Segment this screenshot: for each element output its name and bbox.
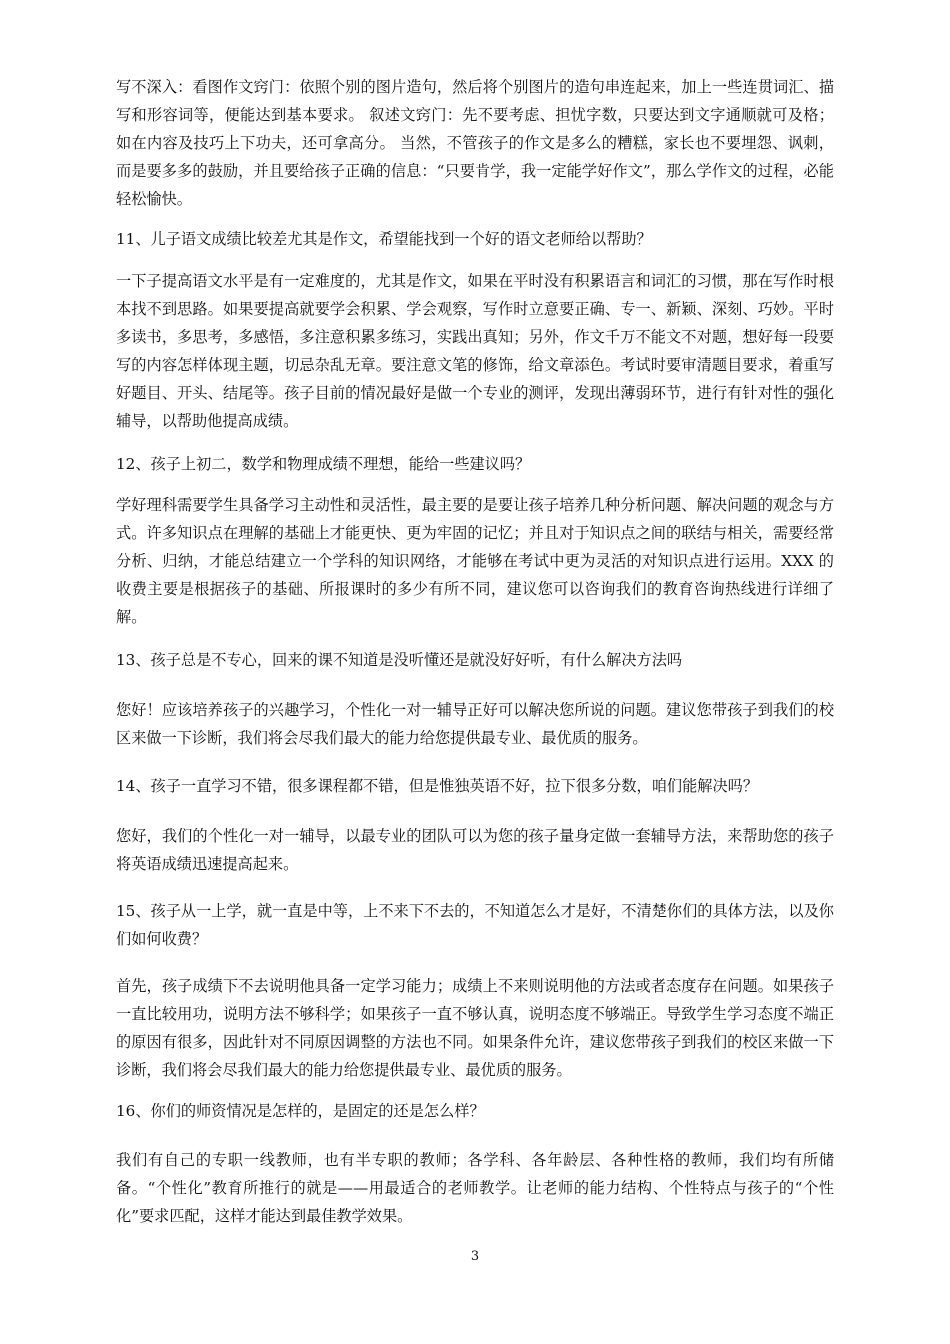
answer-paragraph: 写不深入：看图作文窍门：依照个别的图片造句，然后将个别图片的造句串连起来，加上一些连贯词汇、描写和形容词等，便能达到基本要求。 叙述文窍门：先不要考虑、担忧字数，只要达到文字通顺就可及格；如在内容及技巧上下功夫，还可拿高分。 当然，不管孩子的作文是多么的糟糕，家长也不要埋怨、讽刺，而是要多多的鼓励，并且要给孩子正确的信息：“只要肯学，我一定能学好作文”，那么学作文的过程，必能轻松愉快。 (116, 78, 834, 208)
question-16: 16、你们的师资情况是怎样的，是固定的还是怎么样？ (116, 1102, 485, 1120)
question-12: 12、孩子上初二，数学和物理成绩不理想，能给一些建议吗？ (116, 455, 531, 473)
question-15: 15、孩子从一上学，就一直是中等，上不来下不去的，不知道怎么才是好，不清楚你们的具体方法，以及你们如何收费？ (116, 902, 834, 948)
question-13: 13、孩子总是不专心，回来的课不知道是没听懂还是就没好好听，有什么解决方法吗 (116, 651, 683, 669)
answer-13: 您好！应该培养孩子的兴趣学习，个性化一对一辅导正好可以解决您所说的问题。建议您带孩子到我们的校区来做一下诊断，我们将会尽我们最大的能力给您提供最专业、最优质的服务。 (116, 701, 834, 747)
question-11: 11、儿子语文成绩比较差尤其是作文，希望能找到一个好的语文老师给以帮助？ (116, 230, 652, 248)
question-14: 14、孩子一直学习不错，很多课程都不错，但是惟独英语不好，拉下很多分数，咱们能解决吗？ (116, 777, 759, 795)
answer-11: 一下子提高语文水平是有一定难度的，尤其是作文，如果在平时没有积累语言和词汇的习惯，那在写作时根本找不到思路。如果要提高就要学会积累、学会观察，写作时立意要正确、专一、新颖、深刻、巧妙。平时多读书，多思考，多感悟，多注意积累多练习，实践出真知；另外，作文千万不能文不对题，想好每一段要写的内容怎样体现主题，切忌杂乱无章。要注意文笔的修饰，给文章添色。考试时要审清题目要求，着重写好题目、开头、结尾等。孩子目前的情况最好是做一个专业的测评，发现出薄弱环节，进行有针对性的强化辅导，以帮助他提高成绩。 (116, 272, 834, 430)
page-number: 3 (470, 1249, 480, 1264)
answer-15: 首先，孩子成绩下不去说明他具备一定学习能力；成绩上不来则说明他的方法或者态度存在问题。如果孩子一直比较用功，说明方法不够科学；如果孩子一直不够认真，说明态度不够端正。导致学生学习态度不端正的原因有很多，因此针对不同原因调整的方法也不同。如果条件允许，建议您带孩子到我们的校区来做一下诊断，我们将会尽我们最大的能力给您提供最专业、最优质的服务。 (116, 977, 834, 1079)
answer-16: 我们有自己的专职一线教师，也有半专职的教师；各学科、各年龄层、各种性格的教师，我们均有所储备。“个性化”教育所推行的就是——用最适合的老师教学。让老师的能力结构、个性特点与孩子的“个性化”要求匹配，这样才能达到最佳教学效果。 (116, 1151, 834, 1225)
answer-14: 您好，我们的个性化一对一辅导，以最专业的团队可以为您的孩子量身定做一套辅导方法，来帮助您的孩子将英语成绩迅速提高起来。 (116, 827, 834, 873)
answer-12: 学好理科需要学生具备学习主动性和灵活性，最主要的是要让孩子培养几种分析问题、解决问题的观念与方式。许多知识点在理解的基础上才能更快、更为牢固的记忆；并且对于知识点之间的联结与相关，需要经常分析、归纳，才能总结建立一个学科的知识网络，才能够在考试中更为灵活的对知识点进行运用。XXX 的收费主要是根据孩子的基础、所报课时的多少有所不同，建议您可以咨询我们的教育咨询热线进行详细了解。 (116, 496, 834, 626)
